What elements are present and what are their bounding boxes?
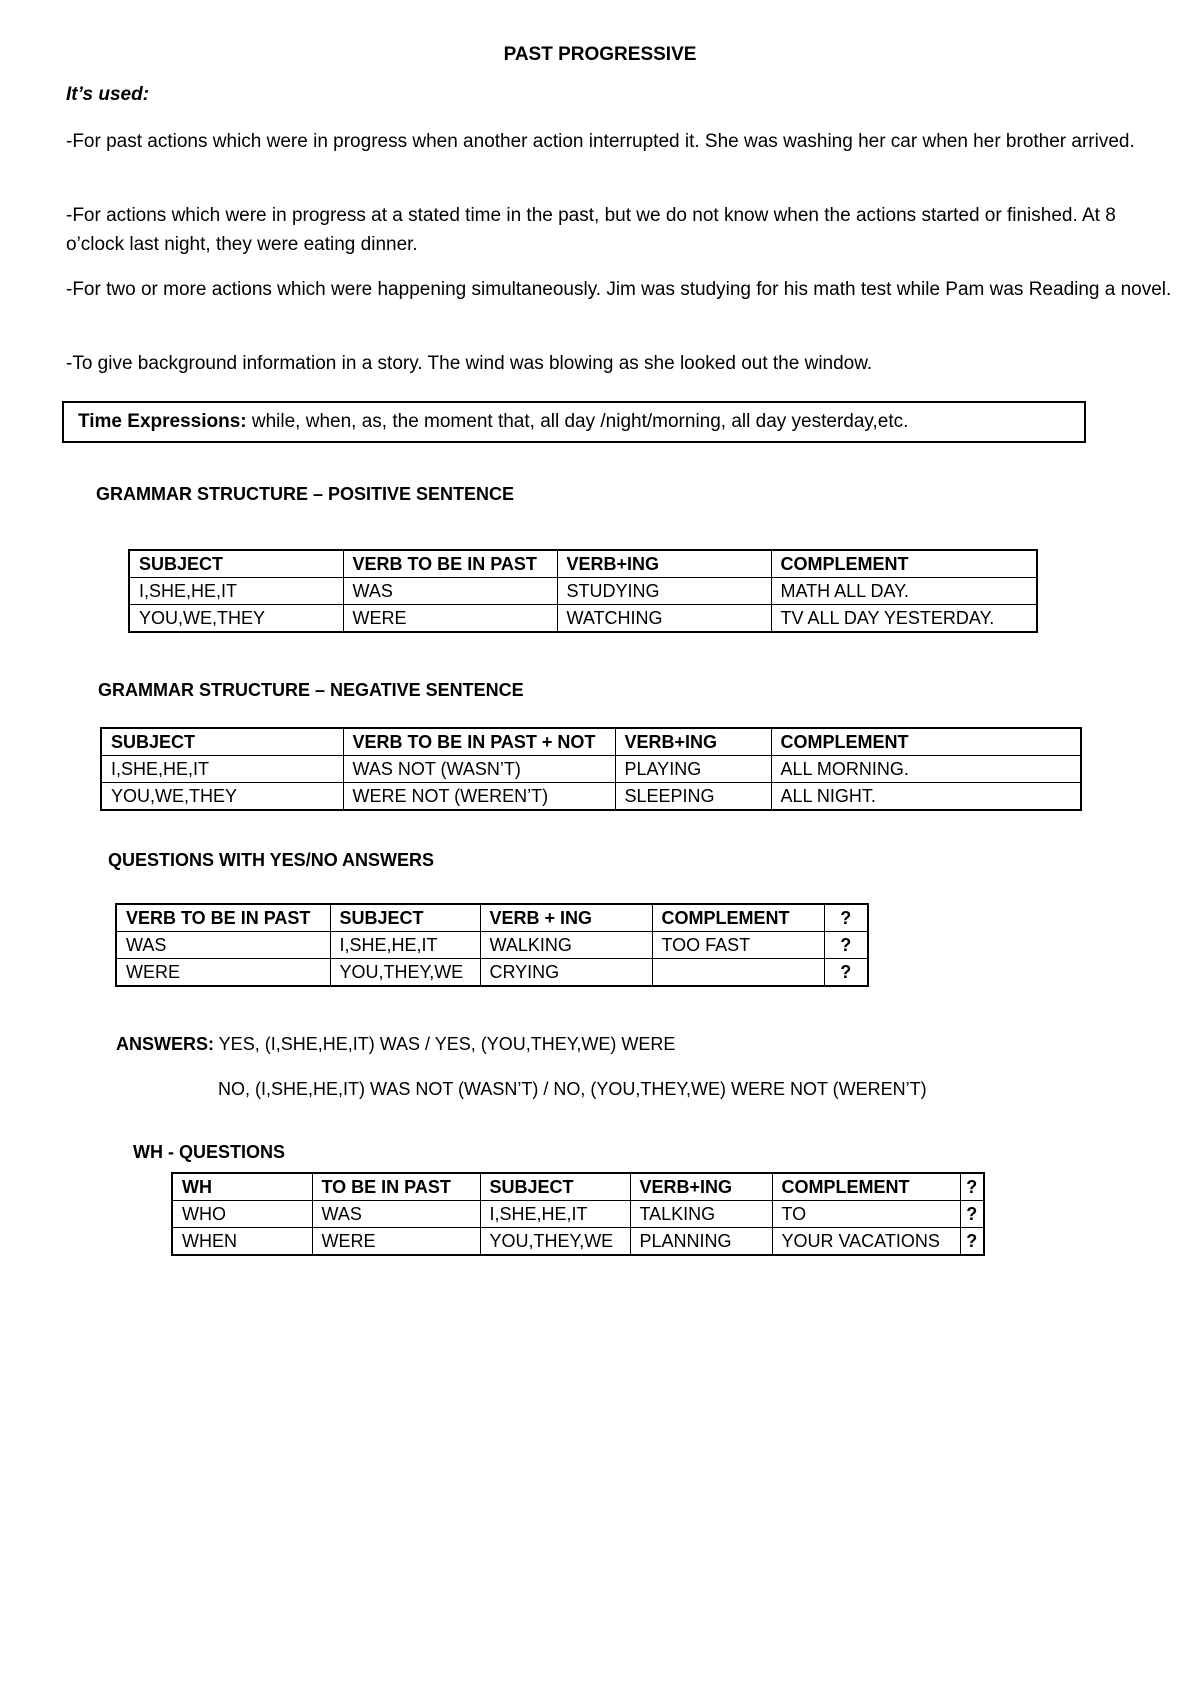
- header-cell: VERB TO BE IN PAST: [116, 904, 330, 932]
- yesno-table: [115, 903, 869, 987]
- table-cell: WAS NOT (WASN’T): [343, 756, 615, 783]
- use-paragraph-1: -For past actions which were in progress when another action interrupted it. She was washing her car when her brother arrived.: [66, 131, 1135, 152]
- wh-table: [171, 1172, 985, 1256]
- header-cell: COMPLEMENT: [772, 1173, 960, 1201]
- question-mark-cell: ?: [960, 1228, 984, 1256]
- time-expressions-box: [62, 401, 1086, 443]
- table-cell: [652, 959, 824, 987]
- table-cell: MATH ALL DAY.: [771, 578, 1037, 605]
- table-cell: CRYING: [480, 959, 652, 987]
- page-title: PAST PROGRESSIVE: [503, 44, 697, 65]
- question-mark-cell: ?: [824, 932, 868, 959]
- table-cell: ALL NIGHT.: [771, 783, 1081, 811]
- table-cell: WERE: [343, 605, 557, 633]
- header-cell: VERB+ING: [630, 1173, 772, 1201]
- time-expressions-label: Time Expressions:: [78, 411, 247, 432]
- table-cell: WAS: [312, 1201, 480, 1228]
- positive-table: [128, 549, 1038, 633]
- table-row: [116, 959, 868, 987]
- table-cell: TV ALL DAY YESTERDAY.: [771, 605, 1037, 633]
- table-cell: SLEEPING: [615, 783, 771, 811]
- table-cell: TALKING: [630, 1201, 772, 1228]
- negative-table: [100, 727, 1082, 811]
- header-cell: SUBJECT: [330, 904, 480, 932]
- table-row: [172, 1228, 984, 1256]
- header-cell: VERB+ING: [557, 550, 771, 578]
- negative-heading: GRAMMAR STRUCTURE – NEGATIVE SENTENCE: [98, 680, 524, 700]
- table-cell: YOU,WE,THEY: [101, 783, 343, 811]
- table-cell: TOO FAST: [652, 932, 824, 959]
- answers-yes-text: YES, (I,SHE,HE,IT) WAS / YES, (YOU,THEY,WE) WERE: [214, 1034, 676, 1054]
- uses-label: It’s used:: [66, 84, 150, 105]
- table-row: [129, 578, 1037, 605]
- header-cell: TO BE IN PAST: [312, 1173, 480, 1201]
- header-cell: VERB TO BE IN PAST: [343, 550, 557, 578]
- header-cell: SUBJECT: [480, 1173, 630, 1201]
- time-expressions-text: while, when, as, the moment that, all day /night/morning, all day yesterday,etc.: [246, 411, 909, 432]
- answers-line-1: [116, 1034, 675, 1055]
- table-cell: WAS: [343, 578, 557, 605]
- table-cell: WERE: [312, 1228, 480, 1256]
- table-cell: I,SHE,HE,IT: [101, 756, 343, 783]
- use-paragraph-3: -For two or more actions which were happening simultaneously. Jim was studying for his math test while Pam was Reading a novel.: [66, 279, 1172, 300]
- table-cell: PLAYING: [615, 756, 771, 783]
- header-cell: VERB+ING: [615, 728, 771, 756]
- table-header-row: [172, 1173, 984, 1201]
- table-cell: I,SHE,HE,IT: [330, 932, 480, 959]
- table-cell: I,SHE,HE,IT: [129, 578, 343, 605]
- table-cell: WAS: [116, 932, 330, 959]
- table-cell: YOU,THEY,WE: [480, 1228, 630, 1256]
- header-cell: VERB TO BE IN PAST + NOT: [343, 728, 615, 756]
- table-cell: YOU,THEY,WE: [330, 959, 480, 987]
- answers-label: ANSWERS:: [116, 1034, 214, 1054]
- table-cell: WHO: [172, 1201, 312, 1228]
- table-row: [101, 783, 1081, 811]
- table-row: [129, 605, 1037, 633]
- table-cell: WATCHING: [557, 605, 771, 633]
- answers-no-text: NO, (I,SHE,HE,IT) WAS NOT (WASN’T) / NO, (YOU,THEY,WE) WERE NOT (WEREN’T): [218, 1079, 927, 1099]
- table-cell: ALL MORNING.: [771, 756, 1081, 783]
- header-cell: COMPLEMENT: [771, 728, 1081, 756]
- table-header-row: [101, 728, 1081, 756]
- table-cell: WHEN: [172, 1228, 312, 1256]
- header-cell: SUBJECT: [129, 550, 343, 578]
- table-cell: I,SHE,HE,IT: [480, 1201, 630, 1228]
- use-paragraph-4: -To give background information in a story. The wind was blowing as she looked out the window.: [66, 353, 873, 374]
- table-cell: TO: [772, 1201, 960, 1228]
- header-cell: SUBJECT: [101, 728, 343, 756]
- question-mark-cell: ?: [824, 959, 868, 987]
- question-mark-cell: ?: [960, 1173, 984, 1201]
- header-cell: WH: [172, 1173, 312, 1201]
- table-cell: YOUR VACATIONS: [772, 1228, 960, 1256]
- table-cell: STUDYING: [557, 578, 771, 605]
- use-paragraph-2: -For actions which were in progress at a stated time in the past, but we do not know when the actions started or finished. At 8 o’clock last night, they were eating dinner.: [66, 205, 1116, 255]
- table-row: [172, 1201, 984, 1228]
- table-row: [116, 932, 868, 959]
- table-header-row: [116, 904, 868, 932]
- header-cell: VERB + ING: [480, 904, 652, 932]
- table-cell: PLANNING: [630, 1228, 772, 1256]
- table-cell: WERE: [116, 959, 330, 987]
- wh-heading: WH - QUESTIONS: [133, 1142, 285, 1162]
- table-cell: WALKING: [480, 932, 652, 959]
- table-header-row: [129, 550, 1037, 578]
- question-mark-cell: ?: [824, 904, 868, 932]
- table-cell: YOU,WE,THEY: [129, 605, 343, 633]
- positive-heading: GRAMMAR STRUCTURE – POSITIVE SENTENCE: [96, 484, 515, 504]
- yesno-heading: QUESTIONS WITH YES/NO ANSWERS: [108, 850, 435, 870]
- table-cell: WERE NOT (WEREN’T): [343, 783, 615, 811]
- header-cell: COMPLEMENT: [771, 550, 1037, 578]
- header-cell: COMPLEMENT: [652, 904, 824, 932]
- table-row: [101, 756, 1081, 783]
- question-mark-cell: ?: [960, 1201, 984, 1228]
